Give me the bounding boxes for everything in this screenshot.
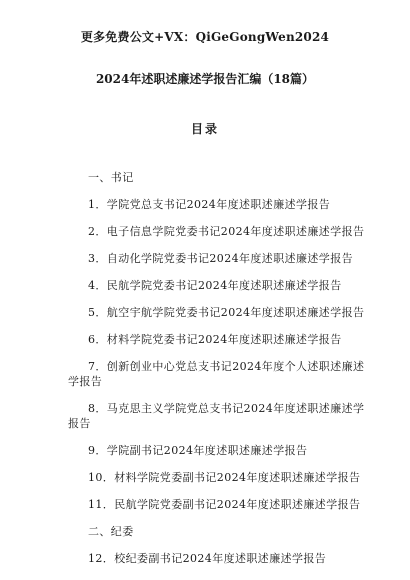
toc-heading: 目录 xyxy=(190,122,219,136)
toc-item: 5．航空宇航学院党委书记2024年度述职述廉述学报告 xyxy=(88,306,365,319)
toc-item: 6．材料学院党委书记2024年度述职述廉述学报告 xyxy=(88,333,342,346)
table-of-contents xyxy=(68,170,373,578)
promo-header: 更多免费公文+VX：QiGeGongWen2024 xyxy=(80,30,330,44)
toc-section-heading: 二、纪委 xyxy=(88,525,134,538)
toc-item: 12．校纪委副书记2024年度述职述廉述学报告 xyxy=(88,552,327,565)
toc-item: 7．创新创业中心党总支书记2024年度个人述职述廉述学报告 xyxy=(68,360,365,388)
document-title: 2024年述职述廉述学报告汇编（18篇） xyxy=(95,72,315,86)
toc-item: 2．电子信息学院党委书记2024年度述职述廉述学报告 xyxy=(88,225,365,238)
toc-item: 3．自动化学院党委书记2024年度述职述廉述学报告 xyxy=(88,252,353,265)
toc-item: 11．民航学院党委副书记2024年度述职述廉述学报告 xyxy=(88,498,361,511)
toc-section-heading: 一、书记 xyxy=(88,171,134,184)
toc-item: 1．学院党总支书记2024年度述职述廉述学报告 xyxy=(88,198,331,211)
toc-item: 10．材料学院党委副书记2024年度述职述廉述学报告 xyxy=(88,471,361,484)
toc-item: 4．民航学院党委书记2024年度述职述廉述学报告 xyxy=(88,279,342,292)
toc-item: 8．马克思主义学院党总支书记2024年度述职述廉述学报告 xyxy=(68,402,365,430)
toc-item: 9．学院副书记2024年度述职述廉述学报告 xyxy=(88,444,308,457)
